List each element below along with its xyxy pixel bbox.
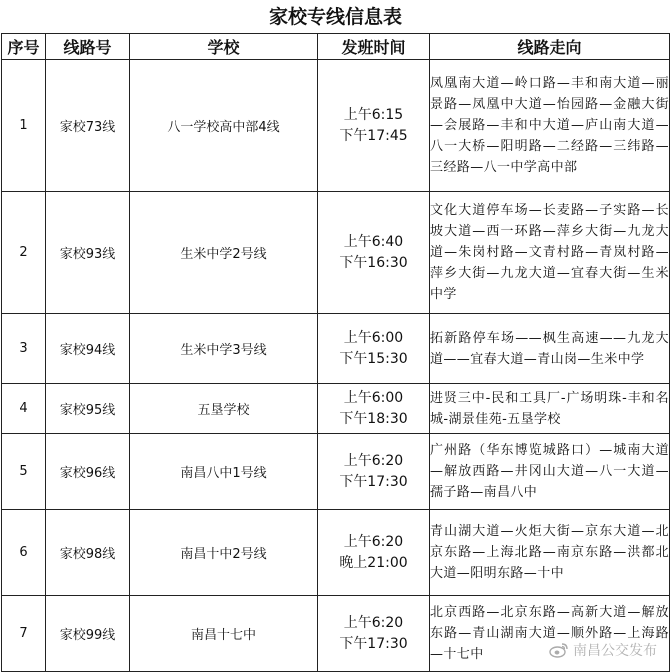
row-index: 2 bbox=[2, 192, 46, 314]
table-row bbox=[2, 60, 670, 192]
row-time bbox=[318, 596, 430, 672]
row-time bbox=[318, 510, 430, 596]
row-route: 北京西路—北京东路—高新大道—解放东路—青山湖南大道—顺外路—上海路—十七中 bbox=[430, 596, 670, 672]
row-index: 1 bbox=[2, 60, 46, 192]
time-pm: 下午15:30 bbox=[339, 350, 408, 367]
row-school: 南昌十中2号线 bbox=[130, 510, 318, 596]
row-school: 南昌八中1号线 bbox=[130, 434, 318, 510]
header-school: 学校 bbox=[130, 34, 318, 60]
table-row bbox=[2, 314, 670, 384]
row-time bbox=[318, 314, 430, 384]
table-row bbox=[2, 510, 670, 596]
time-am: 上午6:20 bbox=[343, 452, 404, 469]
header-index: 序号 bbox=[2, 34, 46, 60]
row-time bbox=[318, 192, 430, 314]
time-am: 上午6:20 bbox=[343, 533, 404, 550]
time-pm: 下午16:30 bbox=[339, 254, 408, 271]
table-row bbox=[2, 434, 670, 510]
time-pm: 下午17:30 bbox=[339, 635, 408, 652]
row-route: 文化大道停车场—长麦路—子实路—长坡大道—西一环路—萍乡大街—九龙大道—朱岗村路—文青村路—青岚村路—萍乡大街—九龙大道—宜春大街—生米中学 bbox=[430, 192, 670, 314]
row-line: 家校96线 bbox=[46, 434, 130, 510]
bus-line-table bbox=[1, 33, 670, 672]
time-am: 上午6:15 bbox=[343, 106, 404, 123]
row-index: 6 bbox=[2, 510, 46, 596]
row-school: 南昌十七中 bbox=[130, 596, 318, 672]
table-row bbox=[2, 596, 670, 672]
table-row bbox=[2, 384, 670, 434]
time-pm: 下午18:30 bbox=[339, 410, 408, 427]
time-pm: 下午17:30 bbox=[339, 473, 408, 490]
row-school: 生米中学2号线 bbox=[130, 192, 318, 314]
row-index: 4 bbox=[2, 384, 46, 434]
time-am: 上午6:40 bbox=[343, 233, 404, 250]
time-am: 上午6:20 bbox=[343, 614, 404, 631]
watermark bbox=[549, 640, 657, 660]
row-time bbox=[318, 384, 430, 434]
weibo-icon bbox=[549, 642, 569, 658]
row-route: 广州路（华东博览城路口）—城南大道—解放西路—井冈山大道—八一大道—孺子路—南昌八中 bbox=[430, 434, 670, 510]
row-line: 家校73线 bbox=[46, 60, 130, 192]
row-route: 青山湖大道—火炬大街—京东大道—北京东路—上海北路—南京东路—洪都北大道—阳明东路—十中 bbox=[430, 510, 670, 596]
row-time bbox=[318, 60, 430, 192]
table-row bbox=[2, 192, 670, 314]
row-line: 家校98线 bbox=[46, 510, 130, 596]
time-pm: 晚上21:00 bbox=[339, 554, 408, 571]
header-line: 线路号 bbox=[46, 34, 130, 60]
row-school: 五垦学校 bbox=[130, 384, 318, 434]
row-route: 凤凰南大道—岭口路—丰和南大道—丽景路—凤凰中大道—怡园路—金融大街—会展路—丰和中大道—庐山南大道—八一大桥—阳明路—二经路—三纬路—三经路—八一中学高中部 bbox=[430, 60, 670, 192]
row-index: 3 bbox=[2, 314, 46, 384]
row-line: 家校94线 bbox=[46, 314, 130, 384]
watermark-text: 南昌公交发布 bbox=[573, 643, 657, 659]
header-route: 线路走向 bbox=[430, 34, 670, 60]
table-header-row bbox=[2, 34, 670, 60]
row-index: 7 bbox=[2, 596, 46, 672]
header-time: 发班时间 bbox=[318, 34, 430, 60]
row-route: 进贤三中-民和工具厂-广场明珠-丰和名城-湖景佳苑-五垦学校 bbox=[430, 384, 670, 434]
row-time bbox=[318, 434, 430, 510]
row-school: 八一学校高中部4线 bbox=[130, 60, 318, 192]
table-title: 家校专线信息表 bbox=[268, 6, 402, 28]
row-line: 家校99线 bbox=[46, 596, 130, 672]
row-line: 家校93线 bbox=[46, 192, 130, 314]
row-index: 5 bbox=[2, 434, 46, 510]
row-route: 拓新路停车场——枫生高速——九龙大道——宜春大道—青山岗—生米中学 bbox=[430, 314, 670, 384]
time-am: 上午6:00 bbox=[343, 329, 404, 346]
row-school: 生米中学3号线 bbox=[130, 314, 318, 384]
time-pm: 下午17:45 bbox=[339, 127, 408, 144]
time-am: 上午6:00 bbox=[343, 389, 404, 406]
row-line: 家校95线 bbox=[46, 384, 130, 434]
